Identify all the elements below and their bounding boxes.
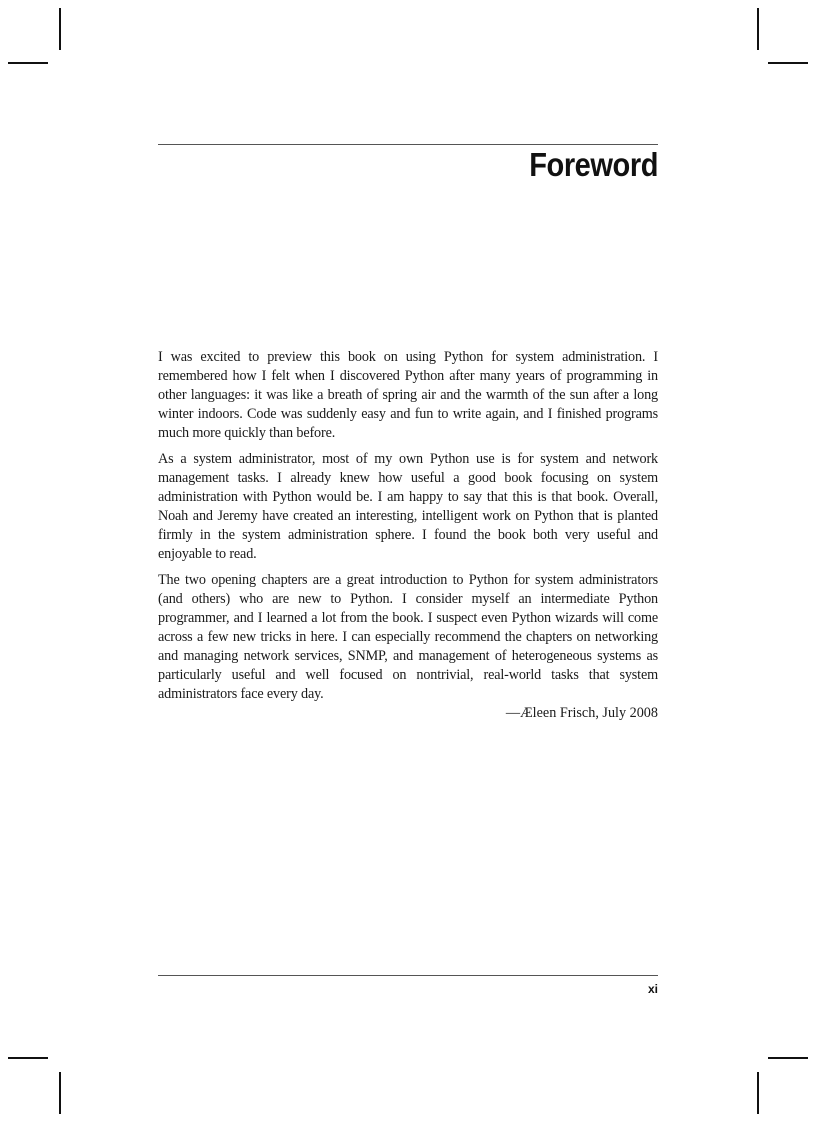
footer-rule [158,975,658,976]
crop-mark-bottom-left-vertical [59,1072,61,1114]
crop-mark-bottom-left-horizontal [8,1057,48,1059]
signature: —Æleen Frisch, July 2008 [505,705,658,721]
paragraph-2: As a system administrator, most of my own Python use is for system and network management tasks. I already knew how useful a good book focusing on system administration with Python would be. I am happy to say that this is that book. Overall, Noah and Jeremy have created an interesting, intelligent work on Python that is planted firmly in the system administration sphere. I found the book both very useful and enjoyable to read. [158,451,658,562]
crop-mark-top-left-horizontal [8,62,48,64]
crop-mark-top-left-vertical [59,8,61,50]
page-title: Foreword [529,146,658,183]
crop-mark-bottom-right-horizontal [768,1057,808,1059]
paragraph-3: The two opening chapters are a great introduction to Python for system administrators (and others) who are new to Python. I consider myself an intermediate Python programmer, and I learned a lot from the book. I suspect even Python wizards will come across a few new tricks in here. I can especially recommend the chapters on networking and managing network services, SNMP, and management of heterogeneous systems as particularly useful and well focused on nontrivial, real-world tasks that system administrators face every day. [158,572,658,702]
foreword-body [158,348,658,723]
page-number: xi [647,982,658,996]
paragraph-1: I was excited to preview this book on using Python for system administration. I remembered how I felt when I discovered Python after many years of programming in other languages: it was like a breath of spring air and the warmth of the sun after a long winter indoors. Code was suddenly easy and fun to write again, and I finished programs much more quickly than before. [158,349,658,441]
crop-mark-top-right-horizontal [768,62,808,64]
crop-mark-bottom-right-vertical [757,1072,759,1114]
crop-mark-top-right-vertical [757,8,759,50]
header-rule [158,144,658,145]
